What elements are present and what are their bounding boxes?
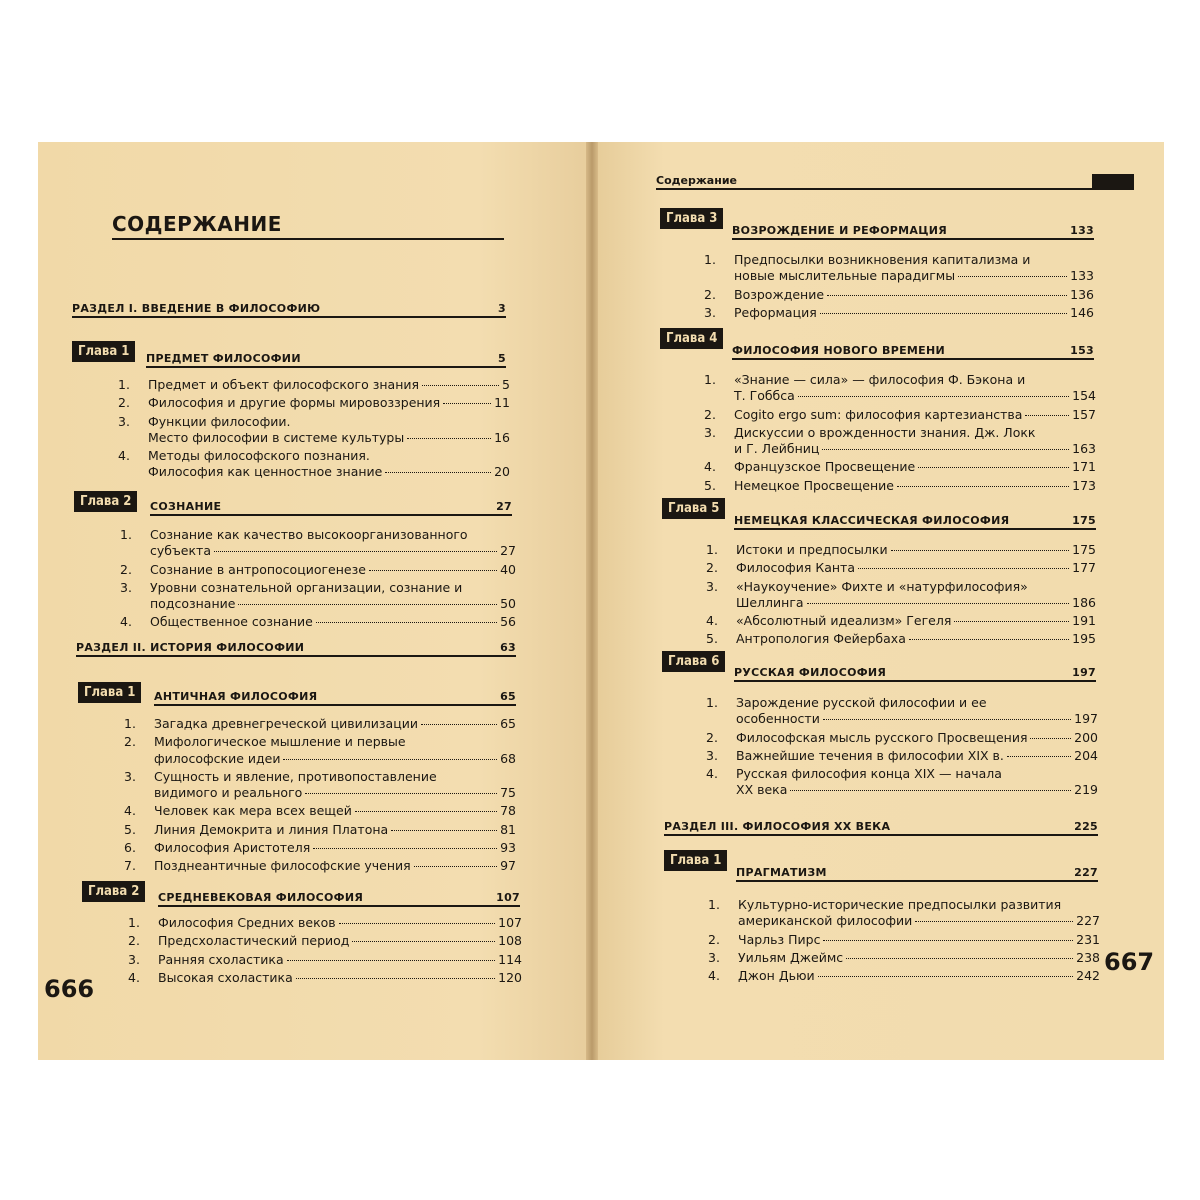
entry-number: 1. [124,716,136,731]
entry-text: новые мыслительные парадигмы [734,268,956,284]
chapter-page: 107 [496,891,520,904]
entry-number: 4. [120,614,132,630]
dot-leader [443,403,491,404]
toc-entry [704,252,1094,285]
chapter-entries [704,372,1096,496]
dot-leader [858,568,1069,569]
chapter-badge: Глава 2 [82,881,145,902]
toc-entry [704,478,1096,494]
section-page: 3 [498,302,506,315]
toc-entry [708,932,1100,948]
chapter-badge: Глава 1 [664,850,727,871]
entry-number: 2. [708,931,720,947]
dot-leader [823,940,1073,941]
dot-leader [822,449,1069,450]
chapter-title: ВОЗРОЖДЕНИЕ И РЕФОРМАЦИЯ [732,224,947,237]
entry-page: 163 [1072,441,1096,457]
entry-number: 3. [706,747,718,763]
entry-number: 3. [708,949,720,965]
dot-leader [391,830,497,831]
dot-leader [820,313,1067,314]
entry-page: 108 [498,933,522,949]
dot-leader [918,467,1069,468]
entry-page: 27 [500,543,516,559]
toc-entry [124,803,516,819]
entry-text: Чарльз Пирс [738,931,821,947]
entry-text: Место философии в системе культуры [148,429,405,445]
section-2-heading [76,637,516,657]
entry-text: Философия Аристотеля [154,840,311,856]
dot-leader [823,719,1071,720]
entry-number: 3. [124,768,136,784]
entry-number: 6. [124,840,136,856]
toc-entry [708,950,1100,966]
toc-entry [120,580,516,613]
entry-number: 2. [120,561,132,577]
entry-text: Сознание как качество высокоорганизованного [150,527,468,542]
section-page: 225 [1074,820,1098,833]
dot-leader [369,570,497,571]
entry-page: 75 [500,785,516,801]
running-header-text: Содержание [656,174,737,187]
entry-number: 2. [124,734,136,750]
dot-leader [798,396,1069,397]
entry-text: Философия и другие формы мировоззрения [148,395,441,411]
dot-leader [827,295,1067,296]
entry-number: 1. [128,915,140,930]
entry-text: Философия как ценностное знание [148,464,383,480]
entry-page: 97 [500,858,516,874]
entry-text: Загадка древнегреческой цивилизации [154,716,418,731]
dot-leader [891,550,1070,551]
entry-text: Важнейшие течения в философии XIX в. [736,747,1004,763]
toc-entry [120,562,516,578]
toc-entry [706,730,1098,746]
entry-number: 2. [706,560,718,576]
entry-text: Французское Просвещение [734,459,916,475]
toc-entry [124,822,516,838]
entry-page: 173 [1072,477,1096,493]
entry-text: Уильям Джеймс [738,949,844,965]
entry-number: 4. [118,448,130,464]
section-title: РАЗДЕЛ III. ФИЛОСОФИЯ XX ВЕКА [664,820,891,833]
entry-number: 3. [128,951,140,967]
entry-page: 186 [1072,594,1096,610]
chapter-badge: Глава 3 [660,208,723,229]
chapter-badge: Глава 1 [72,341,135,362]
dot-leader [1025,415,1069,416]
entry-number: 1. [118,377,130,392]
chapter-page: 133 [1070,224,1094,237]
chapter-page: 65 [500,690,516,703]
chapter-entries [124,716,516,877]
toc-entry [704,459,1096,475]
chapter-page: 27 [496,500,512,513]
dot-leader [352,941,495,942]
entry-number: 2. [128,933,140,949]
toc-entry [706,631,1096,647]
entry-text: «Наукоучение» Фихте и «натурфилософия» [736,578,1028,594]
entry-page: 177 [1072,560,1096,576]
dot-leader [915,921,1073,922]
chapter-heading [734,512,1096,530]
entry-page: 242 [1076,968,1100,984]
entry-page: 157 [1072,406,1096,422]
page-number: 667 [1104,948,1155,976]
entry-number: 4. [128,969,140,985]
entry-number: 1. [706,695,718,710]
entry-text: Антропология Фейербаха [736,631,906,647]
entry-page: 65 [500,716,516,731]
dot-leader [287,960,496,961]
dot-leader [790,790,1071,791]
chapter-page: 175 [1072,514,1096,527]
toc-entry [124,769,516,802]
dot-leader [385,472,491,473]
entry-number: 3. [120,579,132,595]
entry-text: Предмет и объект философского знания [148,377,420,392]
entry-number: 1. [706,542,718,557]
entry-page: 114 [498,951,522,967]
entry-number: 5. [704,477,716,493]
dot-leader [1007,756,1071,757]
entry-text: субъекта [150,543,211,559]
entry-number: 2. [704,286,716,302]
entry-text: «Абсолютный идеализм» Гегеля [736,613,952,629]
toc-entry [124,734,516,767]
entry-text: Предсхоластический период [158,933,350,949]
chapter-entries [118,377,510,483]
entry-page: 81 [500,821,516,837]
entry-text: и Г. Лейбниц [734,441,820,457]
dot-leader [1030,738,1071,739]
entry-text: Джон Дьюи [738,968,815,984]
entry-text: Зарождение русской философии и ее [736,695,987,710]
running-header [656,172,1134,190]
entry-text: философские идеи [154,750,281,766]
entry-number: 5. [706,631,718,647]
toc-entry [128,970,522,986]
toc-entry [706,613,1096,629]
entry-page: 195 [1072,631,1096,647]
toc-entry [118,395,510,411]
entry-page: 191 [1072,613,1096,629]
dot-leader [818,976,1074,977]
entry-text: Мифологическое мышление и первые [154,734,406,750]
entry-number: 2. [704,406,716,422]
entry-text: американской философии [738,913,913,929]
toc-entry [704,407,1096,423]
toc-entry [704,287,1094,303]
toc-entry [128,915,522,931]
dot-leader [421,724,497,725]
entry-page: 227 [1076,913,1100,929]
chapter-title: ПРЕДМЕТ ФИЛОСОФИИ [146,352,301,365]
entry-text: «Знание — сила» — философия Ф. Бэкона и [734,372,1026,387]
entry-text: Шеллинга [736,594,804,610]
chapter-heading [734,664,1096,682]
dot-leader [422,385,499,386]
dot-leader [846,958,1073,959]
chapter-entries [706,695,1098,801]
entry-number: 4. [706,766,718,782]
entry-page: 204 [1074,747,1098,763]
entry-text: Философия Средних веков [158,915,336,930]
entry-page: 133 [1070,268,1094,284]
toc-entry [120,614,516,630]
entry-page: 120 [498,969,522,985]
toc-entry [118,448,510,481]
entry-number: 4. [704,459,716,475]
chapter-page: 153 [1070,344,1094,357]
entry-number: 3. [704,304,716,320]
toc-entry [128,933,522,949]
dot-leader [958,276,1067,277]
dot-leader [313,848,497,849]
entry-page: 5 [502,377,510,392]
chapter-entries [706,542,1096,650]
chapter-title: РУССКАЯ ФИЛОСОФИЯ [734,666,887,679]
entry-number: 1. [120,527,132,542]
chapter-heading [150,498,512,516]
contents-title: СОДЕРЖАНИЕ [112,210,504,240]
entry-number: 4. [124,803,136,819]
entry-page: 171 [1072,459,1096,475]
entry-number: 7. [124,858,136,874]
chapter-title: СОЗНАНИЕ [150,500,222,513]
entry-text: Общественное сознание [150,614,313,630]
dot-leader [897,486,1069,487]
entry-text: подсознание [150,596,236,612]
entry-page: 40 [500,561,516,577]
entry-page: 50 [500,596,516,612]
chapter-heading [736,864,1098,882]
chapter-heading [732,222,1094,240]
page-number: 666 [44,975,95,1003]
chapter-title: ФИЛОСОФИЯ НОВОГО ВРЕМЕНИ [732,344,945,357]
chapter-badge: Глава 4 [660,328,723,349]
entry-number: 1. [704,252,716,267]
toc-entry [706,766,1098,799]
chapter-heading [732,342,1094,360]
header-bar [1092,174,1134,190]
toc-entry [704,425,1096,458]
entry-page: 16 [494,429,510,445]
entry-number: 4. [706,613,718,629]
entry-number: 3. [118,413,130,429]
entry-number: 2. [706,729,718,745]
entry-text: особенности [736,711,820,727]
entry-page: 107 [498,915,522,930]
entry-text: Культурно-исторические предпосылки развития [738,897,1062,912]
chapter-heading [158,889,520,907]
chapter-page: 227 [1074,866,1098,879]
toc-entry [124,716,516,732]
entry-number: 5. [124,821,136,837]
entry-page: 200 [1074,729,1098,745]
entry-page: 231 [1076,931,1100,947]
entry-page: 197 [1074,711,1098,727]
entry-text: Реформация [734,304,817,320]
toc-entry [708,897,1100,930]
entry-page: 238 [1076,949,1100,965]
toc-entry [124,858,516,874]
dot-leader [238,604,497,605]
chapter-title: АНТИЧНАЯ ФИЛОСОФИЯ [154,690,318,703]
toc-entry [706,542,1096,558]
toc-entry [706,748,1098,764]
section-3-heading [664,816,1098,836]
entry-number: 1. [704,372,716,387]
entry-text: Позднеантичные философские учения [154,858,411,874]
entry-text: Ранняя схоластика [158,951,284,967]
dot-leader [283,759,497,760]
entry-page: 146 [1070,304,1094,320]
entry-text: Философия Канта [736,560,855,576]
chapter-title: НЕМЕЦКАЯ КЛАССИЧЕСКАЯ ФИЛОСОФИЯ [734,514,1010,527]
chapter-badge: Глава 1 [78,682,141,703]
entry-number: 3. [706,578,718,594]
entry-text: Философская мысль русского Просвещения [736,729,1028,745]
entry-text: Возрождение [734,286,825,302]
chapter-entries [120,527,516,633]
entry-text: Методы философского познания. [148,448,370,464]
section-1-heading [72,298,506,318]
toc-entry [706,560,1096,576]
toc-entry [118,414,510,447]
entry-text: Сознание в антропосоциогенезе [150,561,366,577]
chapter-page: 5 [498,352,506,365]
toc-entry [704,305,1094,321]
dot-leader [296,978,495,979]
book-gutter [586,142,598,1060]
chapter-entries [128,915,522,988]
entry-page: 11 [494,395,510,411]
entry-text: XX века [736,782,788,798]
entry-text: Человек как мера всех вещей [154,803,352,819]
dot-leader [954,621,1069,622]
dot-leader [214,551,497,552]
toc-entry [704,372,1096,405]
chapter-heading [146,350,506,368]
entry-page: 136 [1070,286,1094,302]
entry-number: 2. [118,395,130,411]
chapter-badge: Глава 5 [662,498,725,519]
entry-text: Cogito ergo sum: философия картезианства [734,406,1023,422]
entry-page: 219 [1074,782,1098,798]
toc-entry [120,527,516,560]
entry-text: Уровни сознательной организации, сознание и [150,579,463,595]
dot-leader [316,622,497,623]
entry-page: 93 [500,840,516,856]
toc-entry [118,377,510,393]
entry-page: 20 [494,464,510,480]
toc-entry [706,695,1098,728]
entry-page: 154 [1072,388,1096,404]
section-title: РАЗДЕЛ II. ИСТОРИЯ ФИЛОСОФИИ [76,641,305,654]
chapter-badge: Глава 6 [662,651,725,672]
toc-entry [706,579,1096,612]
entry-number: 4. [708,968,720,984]
entry-text: Т. Гоббса [734,388,795,404]
entry-page: 68 [500,750,516,766]
entry-page: 175 [1072,542,1096,557]
chapter-heading [154,688,516,706]
entry-page: 78 [500,803,516,819]
section-title: РАЗДЕЛ I. ВВЕДЕНИЕ В ФИЛОСОФИЮ [72,302,321,315]
dot-leader [407,438,491,439]
dot-leader [807,603,1070,604]
entry-text: Функции философии. [148,413,291,429]
chapter-title: ПРАГМАТИЗМ [736,866,827,879]
chapter-badge: Глава 2 [74,491,137,512]
entry-text: Немецкое Просвещение [734,477,894,493]
entry-text: Истоки и предпосылки [736,542,888,557]
entry-page: 56 [500,614,516,630]
entry-text: Высокая схоластика [158,969,293,985]
chapter-title: СРЕДНЕВЕКОВАЯ ФИЛОСОФИЯ [158,891,364,904]
entry-text: Сущность и явление, противопоставление [154,768,437,784]
entry-text: Дискуссии о врожденности знания. Дж. Локк [734,424,1036,440]
entry-text: Линия Демокрита и линия Платона [154,821,389,837]
section-page: 63 [500,641,516,654]
dot-leader [414,866,497,867]
dot-leader [909,639,1069,640]
entry-number: 3. [704,424,716,440]
entry-text: Русская философия конца XIX — начала [736,766,1002,782]
entry-number: 1. [708,897,720,912]
toc-entry [708,968,1100,984]
toc-entry [124,840,516,856]
chapter-entries [704,252,1094,323]
chapter-page: 197 [1072,666,1096,679]
entry-text: Предпосылки возникновения капитализма и [734,252,1031,267]
chapter-entries [708,897,1100,986]
dot-leader [305,793,497,794]
dot-leader [355,811,497,812]
toc-entry [128,952,522,968]
dot-leader [339,923,496,924]
entry-text: видимого и реального [154,785,303,801]
